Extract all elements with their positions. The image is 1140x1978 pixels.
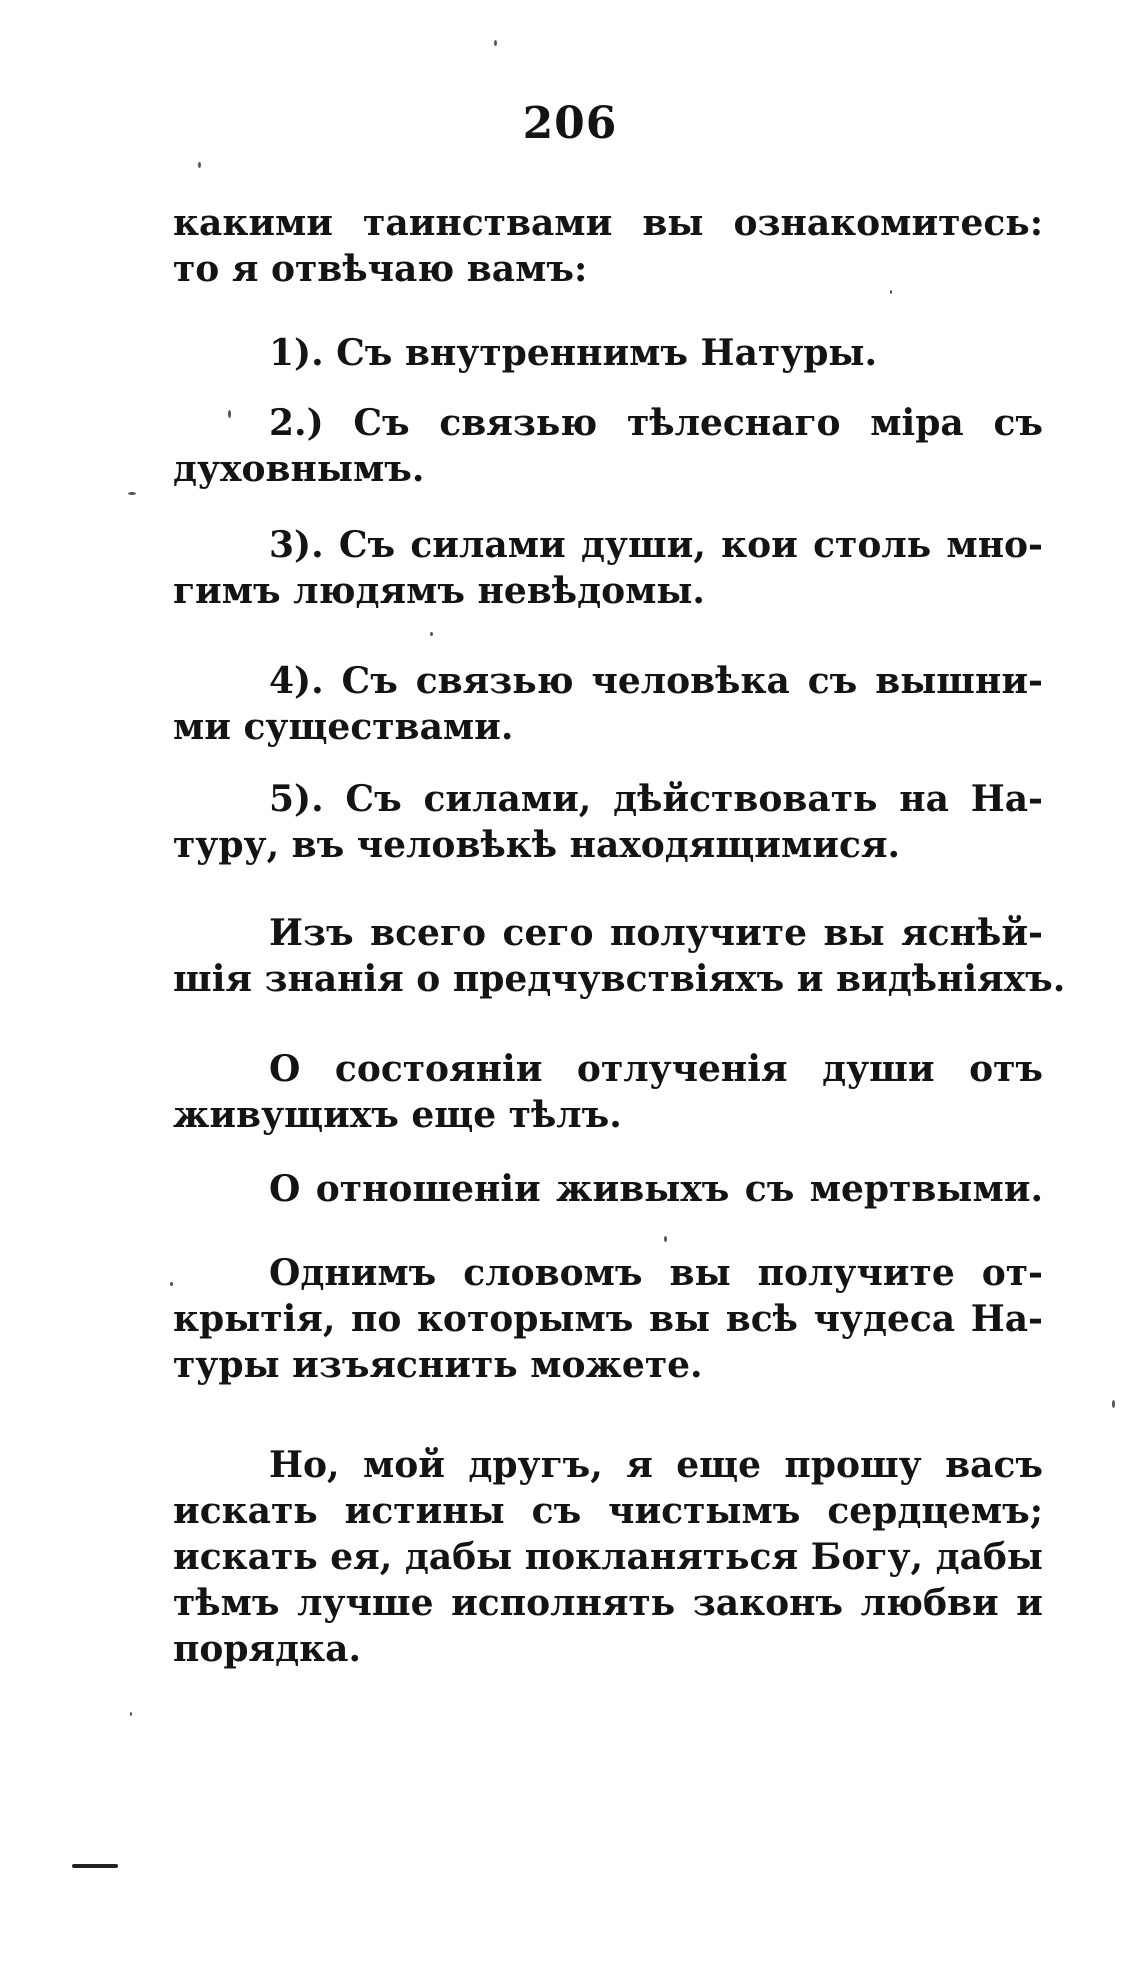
text-line: туру, въ человѣкѣ находящимися. bbox=[173, 824, 901, 866]
text-line: О отношеніи живыхъ съ мертвыми. bbox=[269, 1168, 1043, 1210]
text-line: Изъ всего сего получите вы яснѣй- bbox=[269, 912, 1043, 954]
text-line: шія знанія о предчувствіяхъ и видѣніяхъ. bbox=[173, 958, 1066, 1000]
text-line: духовнымъ. bbox=[173, 448, 425, 490]
text-line: искать истины съ чистымъ сердцемъ; bbox=[173, 1490, 1043, 1532]
scan-speck bbox=[890, 290, 892, 294]
text-line: Но, мой другъ, я еще прошу васъ bbox=[269, 1444, 1043, 1486]
list-item-4 bbox=[173, 658, 1043, 750]
paragraph-4 bbox=[173, 1250, 1043, 1388]
text-line: крытія, по которымъ вы всѣ чудеса На- bbox=[173, 1298, 1043, 1340]
text-line: живущихъ еще тѣлъ. bbox=[173, 1094, 622, 1136]
text-line: 2.) Съ связью тѣлеснаго міра съ bbox=[269, 402, 1043, 444]
scan-speck bbox=[170, 1282, 173, 1286]
scan-speck bbox=[128, 492, 136, 495]
page-number: 206 bbox=[522, 98, 618, 149]
text-line: Однимъ словомъ вы получите от- bbox=[269, 1252, 1043, 1294]
text-line: то я отвѣчаю вамъ: bbox=[173, 248, 588, 290]
text-line: ми существами. bbox=[173, 706, 514, 748]
text-line: гимъ людямъ невѣдомы. bbox=[173, 570, 705, 612]
text-line: 1). Съ внутреннимъ Натуры. bbox=[269, 332, 878, 374]
scan-dash-mark bbox=[72, 1864, 118, 1868]
scan-speck bbox=[664, 1236, 667, 1242]
list-item-5 bbox=[173, 776, 1043, 868]
text-line: 5). Съ силами, дѣйствовать на На- bbox=[269, 778, 1043, 820]
text-line: 3). Съ силами души, кои столь мно- bbox=[269, 524, 1043, 566]
paragraph-2 bbox=[173, 1046, 1043, 1138]
paragraph-5 bbox=[173, 1442, 1043, 1672]
text-line: туры изъяснить можете. bbox=[173, 1344, 703, 1386]
scan-speck bbox=[130, 1712, 132, 1716]
scan-speck bbox=[494, 40, 497, 46]
list-item-3 bbox=[173, 522, 1043, 614]
text-line: 4). Съ связью человѣка съ вышни- bbox=[269, 660, 1043, 702]
intro-paragraph bbox=[173, 200, 1043, 292]
scan-speck bbox=[1112, 1400, 1115, 1408]
scan-speck bbox=[430, 632, 433, 636]
scan-speck bbox=[228, 410, 231, 418]
list-item-1 bbox=[173, 330, 1043, 376]
paragraph-3 bbox=[173, 1166, 1043, 1212]
text-line: какими таинствами вы ознакомитесь: bbox=[173, 202, 1043, 244]
text-line: искать ея, дабы покланяться Богу, дабы bbox=[173, 1536, 1043, 1578]
text-line: порядка. bbox=[173, 1628, 361, 1670]
list-item-2 bbox=[173, 400, 1043, 492]
text-line: тѣмъ лучше исполнять законъ любви и bbox=[173, 1582, 1043, 1624]
paragraph-1 bbox=[173, 910, 1066, 1002]
scan-speck bbox=[198, 162, 201, 168]
text-line: О состояніи отлученія души отъ bbox=[269, 1048, 1043, 1090]
